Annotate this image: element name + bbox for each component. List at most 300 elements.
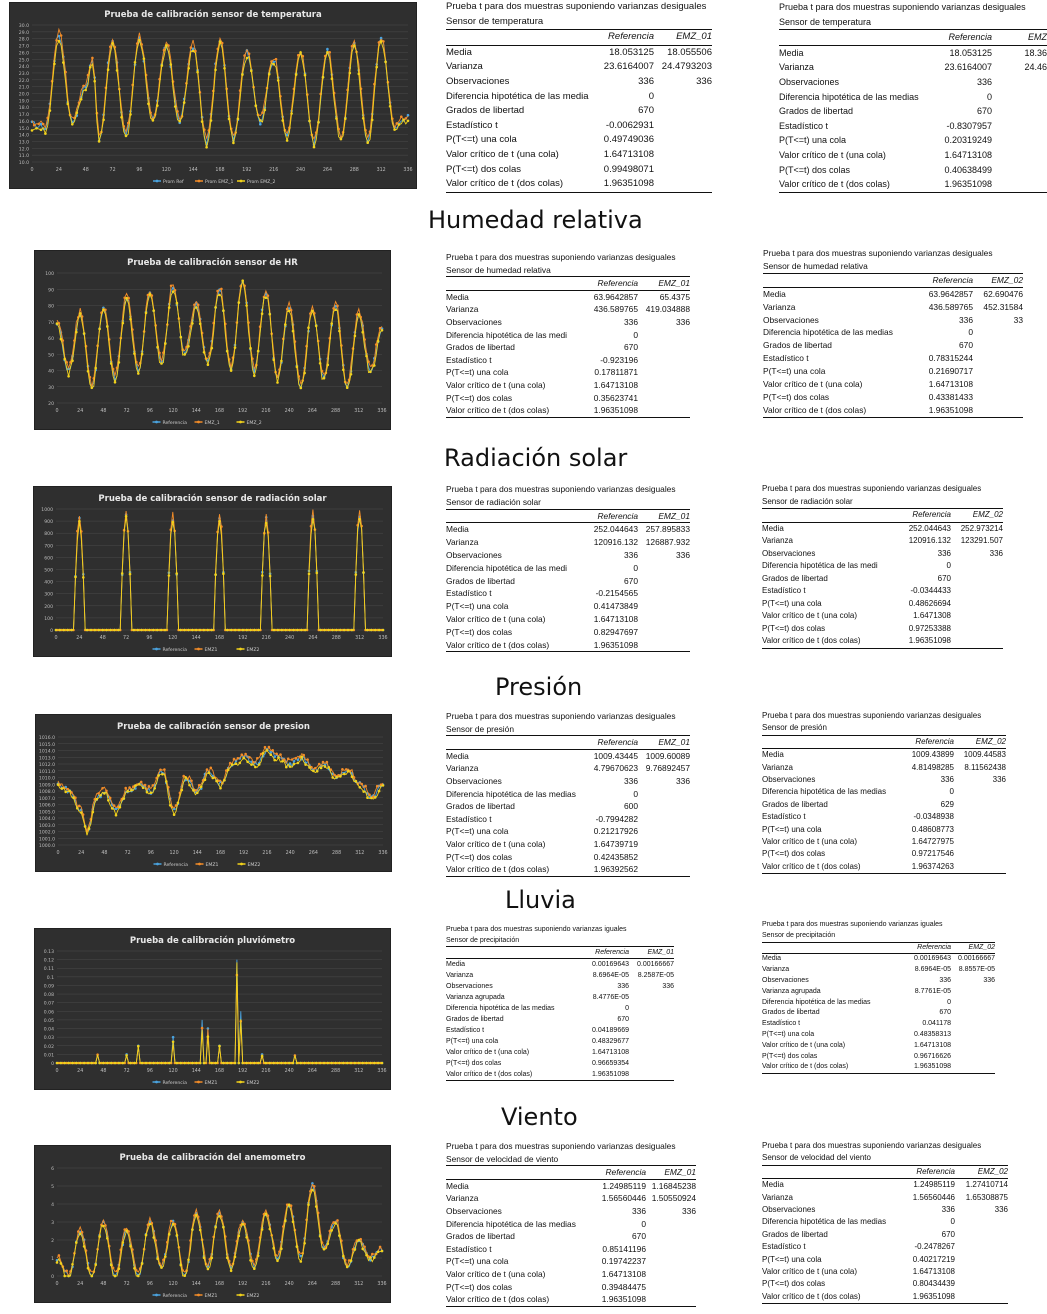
x-tick-label: 264 (322, 168, 333, 173)
x-tick-label: 192 (239, 851, 249, 856)
data-point (98, 1235, 101, 1238)
row-value-referencia: 1.64713108 (944, 149, 992, 160)
data-point (308, 573, 311, 576)
data-point (377, 1062, 380, 1065)
data-point (110, 1062, 113, 1065)
data-point (111, 807, 114, 810)
row-value-referencia: 336 (959, 314, 973, 325)
legend-marker (155, 421, 158, 424)
row-label: Grados de libertad (446, 1016, 504, 1023)
table-row (779, 163, 1047, 178)
data-point (133, 352, 136, 355)
data-point (83, 1062, 86, 1065)
data-point (347, 770, 350, 773)
row-value-referencia: 1.64713108 (593, 613, 638, 624)
data-point (129, 113, 132, 116)
data-point (49, 109, 52, 112)
table-row (446, 536, 690, 549)
table-row (446, 800, 690, 813)
row-label: P(T<=t) dos colas (446, 392, 513, 403)
chart-title: Prueba de calibración del anemometro (119, 1153, 306, 1163)
row-value-emz: 452.31584 (983, 301, 1023, 312)
data-point (343, 629, 346, 632)
legend-marker (197, 1081, 200, 1084)
row-value-emz (955, 1278, 1008, 1290)
data-point (190, 46, 193, 49)
data-point (362, 117, 365, 120)
legend-marker (198, 863, 201, 866)
data-point (311, 310, 314, 313)
table-row (762, 848, 1006, 860)
table-row (762, 560, 1003, 573)
row-label: Estadístico t (446, 1027, 485, 1034)
x-tick-label: 144 (188, 168, 198, 173)
data-point (374, 629, 377, 632)
x-tick-label: 240 (284, 1069, 294, 1074)
data-point (303, 1242, 306, 1245)
y-tick-label: 0 (51, 1062, 54, 1067)
x-tick-label: 96 (146, 1069, 153, 1074)
data-point (133, 1062, 136, 1065)
data-point (203, 629, 206, 632)
data-point (284, 1062, 287, 1065)
data-point (331, 629, 334, 632)
data-point (200, 785, 203, 788)
data-point (150, 791, 153, 794)
x-tick-label: 0 (55, 1069, 59, 1074)
data-point (351, 45, 354, 48)
data-point (83, 332, 86, 335)
data-point (156, 629, 159, 632)
data-point (269, 1062, 272, 1065)
row-value-referencia: 1.96351098 (592, 1071, 629, 1078)
header-blank (446, 30, 596, 45)
row-value-emz: 126887.932 (645, 537, 690, 548)
row-value-referencia: 0.35623741 (593, 392, 638, 403)
data-point (269, 1228, 272, 1231)
ttest-table-humidity-emz01 (446, 251, 690, 418)
data-point (365, 1254, 368, 1257)
table-row (763, 404, 1023, 418)
data-point (350, 1062, 353, 1065)
x-tick-label: 144 (191, 1069, 201, 1074)
data-point (280, 1062, 283, 1065)
data-point (180, 1062, 183, 1065)
data-point (284, 1220, 287, 1223)
data-point (339, 775, 342, 778)
row-value-referencia: 336 (941, 1205, 955, 1215)
row-label: Diferencia hipotética de las medias (779, 91, 919, 102)
data-point (261, 312, 264, 315)
table-header-row (762, 735, 1006, 749)
data-point (366, 629, 369, 632)
row-value-referencia: 1.64713108 (592, 1049, 629, 1056)
header-referencia: Referencia (597, 510, 638, 521)
x-tick-label: 336 (377, 1069, 387, 1074)
data-point (234, 346, 237, 349)
row-value-referencia: 0 (947, 998, 951, 1006)
data-point (358, 313, 361, 316)
y-tick-label: 40 (48, 369, 54, 375)
data-point (102, 1225, 105, 1228)
data-point (314, 767, 317, 770)
legend-marker (239, 421, 242, 424)
row-value-emz (955, 1229, 1008, 1241)
y-tick-label: 50 (48, 353, 54, 359)
x-tick-label: 240 (284, 1282, 294, 1287)
data-point (268, 73, 271, 76)
table-row (762, 523, 1003, 536)
legend-label: Referencia (162, 1081, 187, 1086)
header-blank (779, 30, 937, 45)
data-point (307, 1062, 310, 1065)
data-point (113, 804, 116, 807)
row-value-referencia: 0.82947697 (593, 626, 638, 637)
data-point (44, 132, 47, 135)
row-label: Estadístico t (762, 1242, 806, 1252)
data-point (149, 1062, 152, 1065)
table-row (446, 46, 712, 61)
table-row (762, 1052, 995, 1063)
data-point (400, 115, 403, 118)
row-value-emz: 1009.60089 (645, 750, 690, 761)
row-label: Estadístico t (446, 588, 492, 599)
row-value-emz (951, 598, 1003, 611)
header-referencia: Referencia (597, 737, 638, 748)
ttest-table-wind-emz02 (762, 1140, 1008, 1304)
ttest-table-temperature-emz02 (779, 0, 1047, 193)
row-value-emz (951, 998, 995, 1009)
data-point (118, 361, 121, 364)
table-header-row (763, 273, 1023, 288)
row-value-referencia: 1.96374263 (911, 861, 954, 871)
x-tick-label: 336 (377, 1282, 387, 1287)
data-point (330, 322, 333, 325)
row-value-emz (638, 341, 690, 354)
data-point (331, 77, 334, 80)
series-line-EMZ_2 (57, 281, 382, 388)
data-point (160, 629, 163, 632)
data-point (296, 366, 299, 369)
data-point (407, 114, 410, 117)
data-point (56, 1062, 59, 1065)
data-point (122, 1062, 125, 1065)
header-emz: EMZ_01 (658, 510, 690, 521)
chart-title: Prueba de calibración sensor de temperatura (104, 10, 322, 20)
x-tick-label: 288 (330, 409, 341, 414)
data-point (66, 629, 69, 632)
data-point (207, 363, 210, 366)
data-point (288, 629, 291, 632)
data-point (281, 760, 284, 763)
x-tick-label: 144 (191, 409, 201, 414)
row-label: Varianza agrupada (762, 987, 821, 995)
row-value-referencia: 0 (946, 561, 951, 570)
row-label: P(T<=t) dos colas (763, 391, 830, 402)
row-label: Grados de libertad (762, 1009, 820, 1017)
x-tick-label: 240 (284, 636, 295, 641)
data-point (71, 1062, 74, 1065)
data-point (91, 387, 94, 390)
data-point (241, 1223, 244, 1226)
data-point (67, 103, 70, 106)
data-point (362, 571, 365, 574)
data-point (257, 629, 260, 632)
legend-label: EMZ1 (204, 1081, 218, 1086)
header-referencia: Referencia (597, 278, 638, 289)
data-point (188, 784, 191, 787)
row-value-emz: 1009.44583 (963, 750, 1006, 760)
row-value-referencia: 0.00169643 (592, 961, 629, 968)
data-point (265, 522, 268, 525)
data-point (316, 572, 319, 575)
row-label: Valor crítico de t (una cola) (762, 1267, 858, 1277)
table-row (762, 954, 995, 965)
x-tick-label: 192 (238, 1282, 248, 1287)
table-subtitle: Sensor de precipitación (762, 931, 836, 939)
data-point (373, 1256, 376, 1259)
row-value-emz (654, 119, 712, 134)
row-value-emz (954, 824, 1006, 836)
x-tick-label: 168 (214, 409, 225, 414)
row-value-emz: 336 (676, 549, 690, 560)
data-point (243, 54, 246, 57)
data-point (342, 1255, 345, 1258)
row-value-emz (629, 1003, 674, 1014)
y-tick-label: 6 (51, 1167, 54, 1172)
data-point (216, 290, 219, 293)
x-tick-label: 96 (146, 409, 153, 414)
data-point (327, 364, 330, 367)
row-value-referencia: 0.00169643 (914, 955, 951, 963)
ttest-table-humidity-emz02 (763, 247, 1023, 418)
data-point (374, 796, 377, 799)
data-point (187, 1062, 190, 1065)
row-label: P(T<=t) dos colas (446, 163, 521, 175)
table-row (446, 104, 712, 119)
header-emz: EMZ_01 (658, 737, 690, 748)
data-point (160, 362, 163, 365)
table-row (446, 626, 690, 639)
row-value-referencia: 0.21690717 (928, 366, 973, 377)
row-value-referencia: 336 (624, 775, 638, 786)
y-tick-label: 5 (51, 1185, 54, 1190)
header-emz: EMZ_01 (664, 1167, 696, 1178)
row-value-referencia: 670 (939, 1009, 951, 1017)
data-point (315, 1205, 318, 1208)
data-point (377, 1251, 380, 1254)
table-row (762, 573, 1003, 586)
data-point (241, 1062, 244, 1065)
data-point (323, 377, 326, 380)
table-row (763, 288, 1023, 301)
legend-marker (198, 180, 201, 183)
table-row (446, 587, 690, 600)
row-label: Diferencia hipotética de las medias (446, 1218, 576, 1229)
row-value-referencia: 1.96351098 (603, 178, 654, 190)
row-value-emz: 336 (989, 548, 1003, 558)
row-label: Observaciones (762, 548, 816, 558)
row-value-referencia: 63.9642857 (928, 288, 973, 299)
table-row (446, 1293, 696, 1307)
data-point (137, 372, 140, 375)
data-point (102, 308, 105, 311)
table-subtitle: Sensor de radiación solar (762, 496, 853, 506)
y-tick-label: 100 (45, 272, 54, 277)
row-value-emz: 336 (992, 775, 1006, 785)
data-point (62, 61, 65, 64)
row-label: Valor crítico de t (dos colas) (762, 636, 861, 645)
data-point (279, 753, 282, 756)
legend-label: Prom Ref (163, 180, 184, 185)
x-tick-label: 0 (55, 409, 59, 414)
x-tick-label: 288 (330, 1069, 341, 1074)
x-tick-label: 120 (161, 168, 171, 173)
row-label: Valor crítico de t (una cola) (762, 1041, 846, 1049)
y-tick-label: 1006.0 (38, 803, 55, 809)
data-point (316, 770, 319, 773)
data-point (91, 1062, 94, 1065)
table-row (446, 600, 690, 613)
row-value-referencia: 336 (937, 548, 951, 558)
data-point (179, 629, 182, 632)
header-blank (763, 274, 923, 287)
data-point (101, 787, 104, 790)
row-value-emz (638, 851, 690, 864)
row-value-referencia: 8.6964E-05 (914, 966, 951, 974)
row-value-emz (951, 1062, 995, 1073)
data-point (270, 753, 273, 756)
row-value-emz (638, 392, 690, 405)
data-point (176, 1234, 179, 1237)
data-point (277, 756, 280, 759)
row-value-emz: 8.8557E-05 (958, 966, 995, 974)
row-value-referencia: 0 (633, 562, 638, 573)
table-row (446, 549, 690, 562)
data-point (335, 776, 338, 779)
table-row (446, 1255, 696, 1268)
data-point (266, 749, 269, 752)
data-point (222, 1226, 225, 1229)
data-point (277, 79, 280, 82)
data-point (355, 780, 358, 783)
data-point (67, 375, 70, 378)
x-tick-label: 72 (123, 409, 130, 414)
data-point (60, 1062, 63, 1065)
row-value-referencia: 0.04189669 (592, 1027, 629, 1034)
data-point (191, 322, 194, 325)
data-point (273, 759, 276, 762)
data-point (280, 1247, 283, 1250)
data-point (303, 372, 306, 375)
data-point (219, 787, 222, 790)
header-blank (762, 1166, 902, 1178)
table-row (446, 1014, 674, 1025)
data-point (355, 573, 358, 576)
table-row (762, 623, 1003, 636)
data-point (175, 572, 178, 575)
data-point (370, 797, 373, 800)
legend-marker (156, 180, 159, 183)
row-value-emz: 62.690476 (983, 288, 1023, 299)
table-header-row (446, 735, 690, 750)
data-point (137, 1045, 140, 1048)
y-tick-label: 0.05 (43, 1018, 54, 1024)
data-point (199, 629, 202, 632)
x-tick-label: 288 (331, 851, 342, 856)
header-blank (446, 736, 586, 749)
series-line-EMZ2 (57, 962, 382, 1063)
data-point (327, 1242, 330, 1245)
table-row (763, 326, 1023, 339)
data-point (287, 758, 290, 761)
table-row (446, 639, 690, 653)
x-tick-label: 0 (54, 636, 58, 641)
y-tick-label: 60 (48, 337, 54, 342)
data-point (89, 66, 92, 69)
data-point (361, 1248, 364, 1251)
data-point (361, 1062, 364, 1065)
data-point (234, 1062, 237, 1065)
data-point (313, 146, 316, 149)
data-point (233, 758, 236, 761)
row-label: Grados de libertad (762, 1229, 828, 1239)
y-tick-label: 1011.0 (38, 769, 55, 775)
data-point (285, 766, 288, 769)
row-label: Valor crítico de t (una cola) (763, 379, 863, 390)
legend-label: EMZ1 (205, 863, 219, 868)
row-value-emz (973, 404, 1023, 417)
data-point (195, 1214, 198, 1217)
row-value-emz (973, 339, 1023, 352)
x-tick-label: 288 (349, 168, 359, 173)
x-tick-label: 0 (56, 851, 60, 856)
chart-svg (35, 1146, 390, 1302)
data-point (141, 1062, 144, 1065)
data-point (291, 758, 294, 761)
data-point (196, 792, 199, 795)
row-label: Observaciones (762, 976, 809, 984)
row-label: Observaciones (446, 1205, 502, 1216)
x-tick-label: 168 (214, 1282, 225, 1287)
row-label: Observaciones (446, 775, 502, 786)
row-label: Grados de libertad (446, 575, 515, 586)
data-point (169, 804, 172, 807)
data-point (183, 1274, 186, 1277)
table-row (446, 1243, 696, 1256)
row-value-referencia: 1.64713108 (601, 1268, 646, 1279)
data-point (80, 98, 83, 101)
x-tick-label: 192 (238, 409, 248, 414)
y-tick-label: 90 (48, 288, 54, 294)
row-value-emz (955, 1291, 1008, 1303)
data-point (242, 757, 245, 760)
row-value-referencia: 1.64713108 (603, 148, 654, 160)
table-row (762, 976, 995, 987)
x-tick-label: 72 (124, 851, 131, 856)
table-row (446, 392, 690, 405)
legend-marker (155, 1081, 158, 1084)
row-value-emz (638, 379, 690, 392)
row-value-referencia: 63.9642857 (593, 291, 638, 302)
row-value-referencia: 23.6164007 (944, 62, 992, 73)
data-point (253, 629, 256, 632)
data-point (97, 792, 100, 795)
row-label: P(T<=t) dos colas (446, 1060, 502, 1067)
table-header-row (779, 29, 1047, 46)
data-point (122, 322, 125, 325)
row-value-emz (992, 90, 1047, 105)
